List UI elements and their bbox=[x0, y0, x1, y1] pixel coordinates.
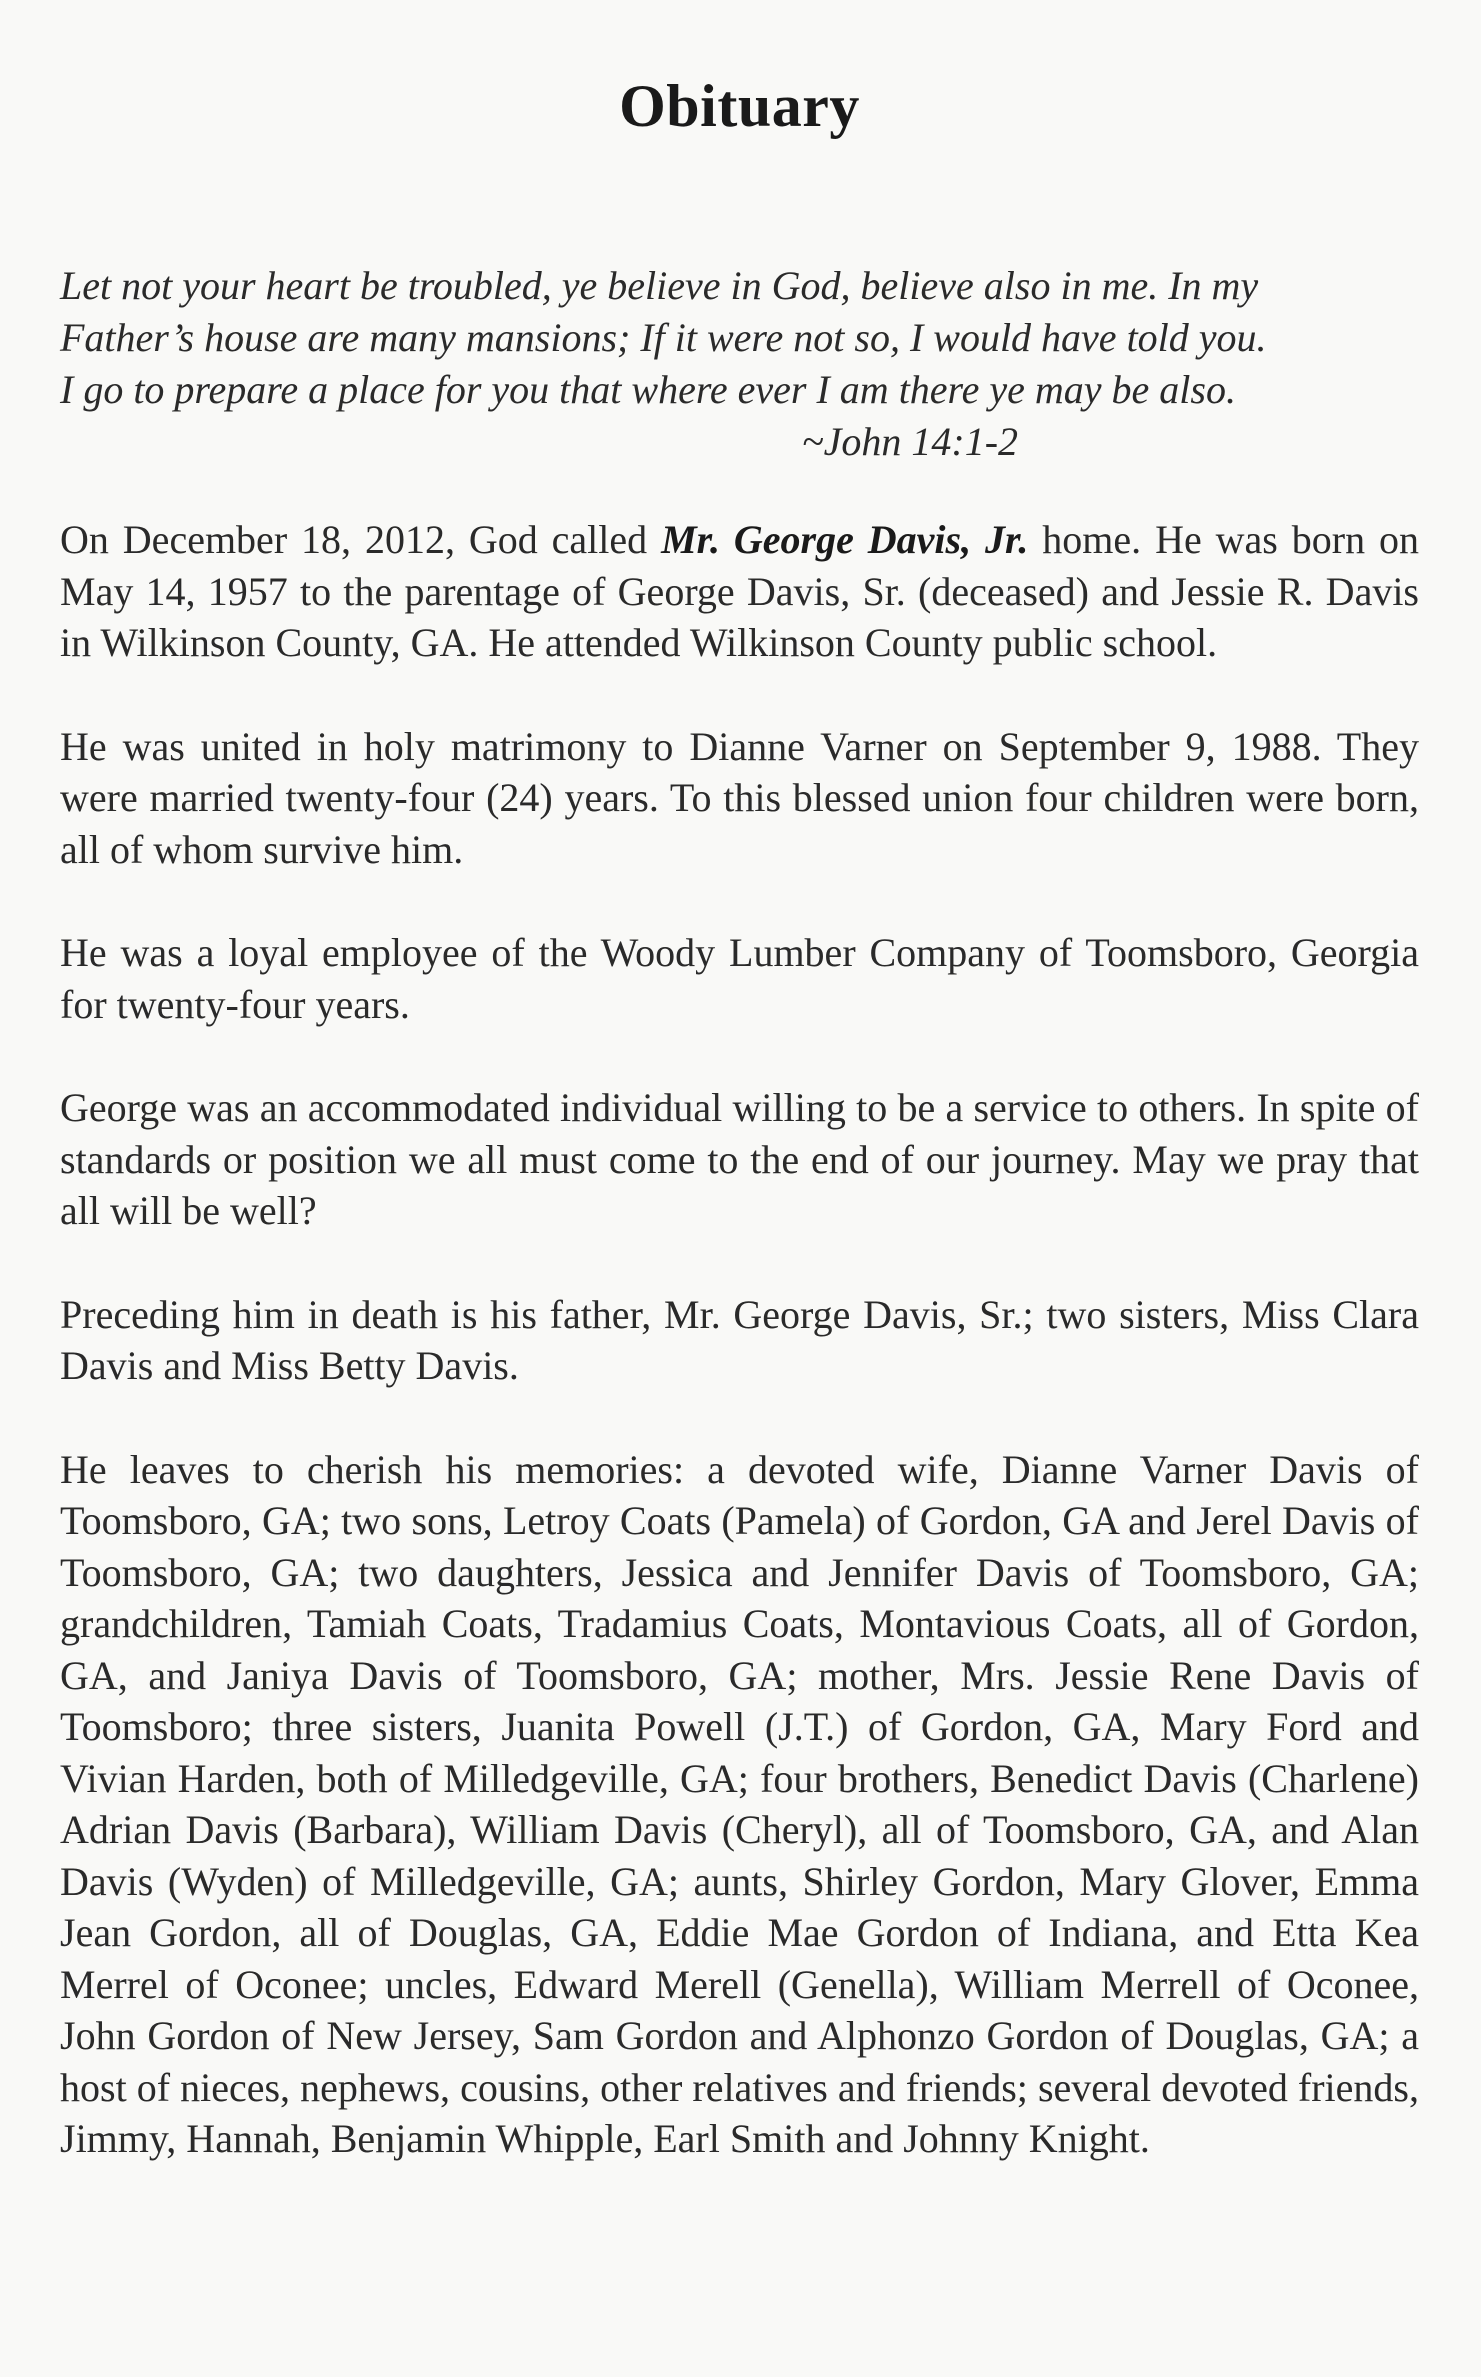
page-title: Obituary bbox=[619, 73, 860, 139]
verse-line: I go to prepare a place for you that where ever I am there ye may be also. bbox=[60, 367, 1236, 412]
scripture-verse bbox=[60, 260, 1419, 468]
paragraph-employment: He was a loyal employee of the Woody Lumber Company of Toomsboro, Georgia for twenty-four years. bbox=[60, 930, 1419, 1027]
deceased-name: Mr. George Davis, Jr. bbox=[661, 517, 1029, 562]
paragraph-marriage: He was united in holy matrimony to Dianne Varner on September 9, 1988. They were married twenty-four (24) years. To this blessed union four children were born, all of whom survive him. bbox=[60, 723, 1419, 872]
paragraph-character: George was an accommodated individual willing to be a service to others. In spite of standards or position we all must come to the end of our journey. May we pray that all will be well? bbox=[60, 1085, 1419, 1233]
verse-reference: ~John 14:1-2 bbox=[802, 419, 1019, 464]
paragraph-birth bbox=[60, 514, 1419, 669]
paragraph-survivors: He leaves to cherish his memories: a devoted wife, Dianne Varner Davis of Toomsboro, GA; two sons, Letroy Coats (Pamela) of Gordon, GA and Jerel Davis of Toomsboro, GA; two daughters, Jessica and Jennifer Davis of Toomsboro, GA; grandchildren, Tamiah Coats, Tradamius Coats, Montavious Coats, all of Gordon, GA, and Janiya Davis of Toomsboro, GA; mother, Mrs. Jessie Rene Davis of Toomsboro; three sisters, Juanita Powell (J.T.) of Gordon, GA, Mary Ford and Vivian Harden, both of Milledgeville, GA; four brothers, Benedict Davis (Charlene) Adrian Davis (Barbara), William Davis (Cheryl), all of Toomsboro, GA, and Alan Davis (Wyden) of Milledgeville, GA; aunts, Shirley Gordon, Mary Glover, Emma Jean Gordon, all of Douglas, GA, Eddie Mae Gordon of Indiana, and Etta Kea Merrel of Oconee; uncles, Edward Merell (Genella), William Merrell of Oconee, John Gordon of New Jersey, Sam Gordon and Alphonzo Gordon of Douglas, GA; a host of nieces, nephews, cousins, other relatives and friends; several devoted friends, Jimmy, Hannah, Benjamin Whipple, Earl Smith and Johnny Knight. bbox=[60, 1446, 1419, 2161]
verse-text bbox=[60, 260, 1419, 416]
verse-line: Father’s house are many mansions; If it were not so, I would have told you. bbox=[60, 315, 1267, 360]
paragraph-text: home. He was born on May 14, 1957 to the parentage of George Davis, Sr. (deceased) and Jessie R. Davis in Wilkinson County, GA. He attended Wilkinson County public school. bbox=[60, 517, 1419, 665]
paragraph-text: On December 18, 2012, God called bbox=[60, 517, 662, 562]
paragraph-preceded: Preceding him in death is his father, Mr. George Davis, Sr.; two sisters, Miss Clara Davis and Miss Betty Davis. bbox=[60, 1291, 1419, 1388]
verse-line: Let not your heart be troubled, ye believe in God, believe also in me. In my bbox=[60, 263, 1259, 308]
